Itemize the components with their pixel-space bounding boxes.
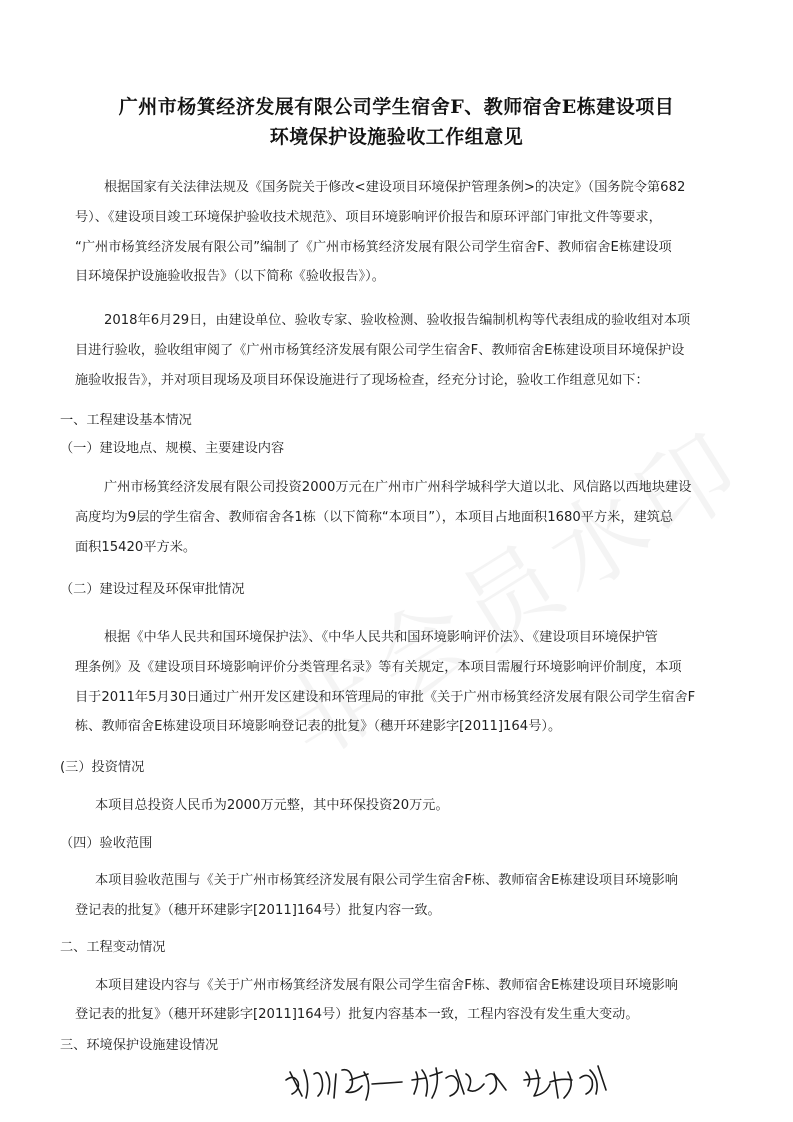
sub1-body-line: 高度均为9层的学生宿舍、教师宿舍各1栋（以下简称“本项目”），本项目占地面积1680平方米，建筑总 <box>75 510 674 525</box>
subsection-2-heading: （二）建设过程及环保审批情况 <box>60 582 245 597</box>
sub2-body-line: 栋、教师宿舍E栋建设项目环境影响登记表的批复》（穗开环建影字[2011]164号）。 <box>75 719 562 734</box>
para2-line: 施验收报告》，并对项目现场及项目环保设施进行了现场检查，经充分讨论，验收工作组意见如下： <box>75 373 649 388</box>
para2-line: 2018年6月29日，由建设单位、验收专家、验收检测、验收报告编制机构等代表组成的验收组对本项 <box>104 313 691 328</box>
subsection-1-heading: （一）建设地点、规模、主要建设内容 <box>60 441 285 456</box>
section2-body-line: 本项目建设内容与《关于广州市杨箕经济发展有限公司学生宿舍F栋、教师宿舍E栋建设项目环境影响 <box>95 978 678 993</box>
intro-line: 目环境保护设施验收报告》（以下简称《验收报告》）。 <box>75 269 385 284</box>
sub4-body-line: 本项目验收范围与《关于广州市杨箕经济发展有限公司学生宿舍F栋、教师宿舍E栋建设项目环境影响 <box>95 873 678 888</box>
intro-line: 根据国家有关法律法规及《国务院关于修改<建设项目环境保护管理条例>的决定》（国务院令第682 <box>104 180 686 195</box>
handwritten-signatures <box>280 1050 620 1110</box>
section-1-heading: 一、工程建设基本情况 <box>60 413 192 428</box>
section2-body-line: 登记表的批复》（穗开环建影字[2011]164号）批复内容基本一致，工程内容没有发生重大变动。 <box>75 1007 639 1022</box>
sub2-body-line: 理条例》及《建设项目环境影响评价分类管理名录》等有关规定，本项目需履行环境影响评价制度，本项 <box>75 660 682 675</box>
sub2-body-line: 根据《中华人民共和国环境保护法》、《中华人民共和国环境影响评价法》、《建设项目环境保护管 <box>104 630 658 645</box>
para2-line: 目进行验收，验收组审阅了《广州市杨箕经济发展有限公司学生宿舍F、教师宿舍E栋建设项目环境保护设 <box>75 343 685 358</box>
subsection-3-heading: (三）投资情况 <box>60 760 145 775</box>
document-title-line-1: 广州市杨箕经济发展有限公司学生宿舍F、教师宿舍E栋建设项目 <box>118 96 675 118</box>
sub3-body-line: 本项目总投资人民币为2000万元整，其中环保投资20万元。 <box>95 798 449 813</box>
section-2-heading: 二、工程变动情况 <box>60 940 166 955</box>
document-title-line-2: 环境保护设施验收工作组意见 <box>269 126 524 148</box>
section-3-heading: 三、环境保护设施建设情况 <box>60 1038 219 1053</box>
intro-line: 号）、《建设项目竣工环境保护验收技术规范》、项目环境影响评价报告和原环评部门审批文件等要求， <box>75 210 662 225</box>
intro-line: “广州市杨箕经济发展有限公司”编制了《广州市杨箕经济发展有限公司学生宿舍F、教师宿舍E栋建设项 <box>75 240 672 255</box>
sub2-body-line: 目于2011年5月30日通过广州开发区建设和环管理局的审批《关于广州市杨箕经济发展有限公司学生宿舍F <box>75 690 696 705</box>
sub1-body-line: 广州市杨箕经济发展有限公司投资2000万元在广州市广州科学城科学大道以北、风信路以西地块建设 <box>104 480 692 495</box>
subsection-4-heading: （四）验收范围 <box>60 836 153 851</box>
sub1-body-line: 面积15420平方米。 <box>75 540 197 555</box>
sub4-body-line: 登记表的批复》（穗开环建影字[2011]164号）批复内容一致。 <box>75 903 441 918</box>
